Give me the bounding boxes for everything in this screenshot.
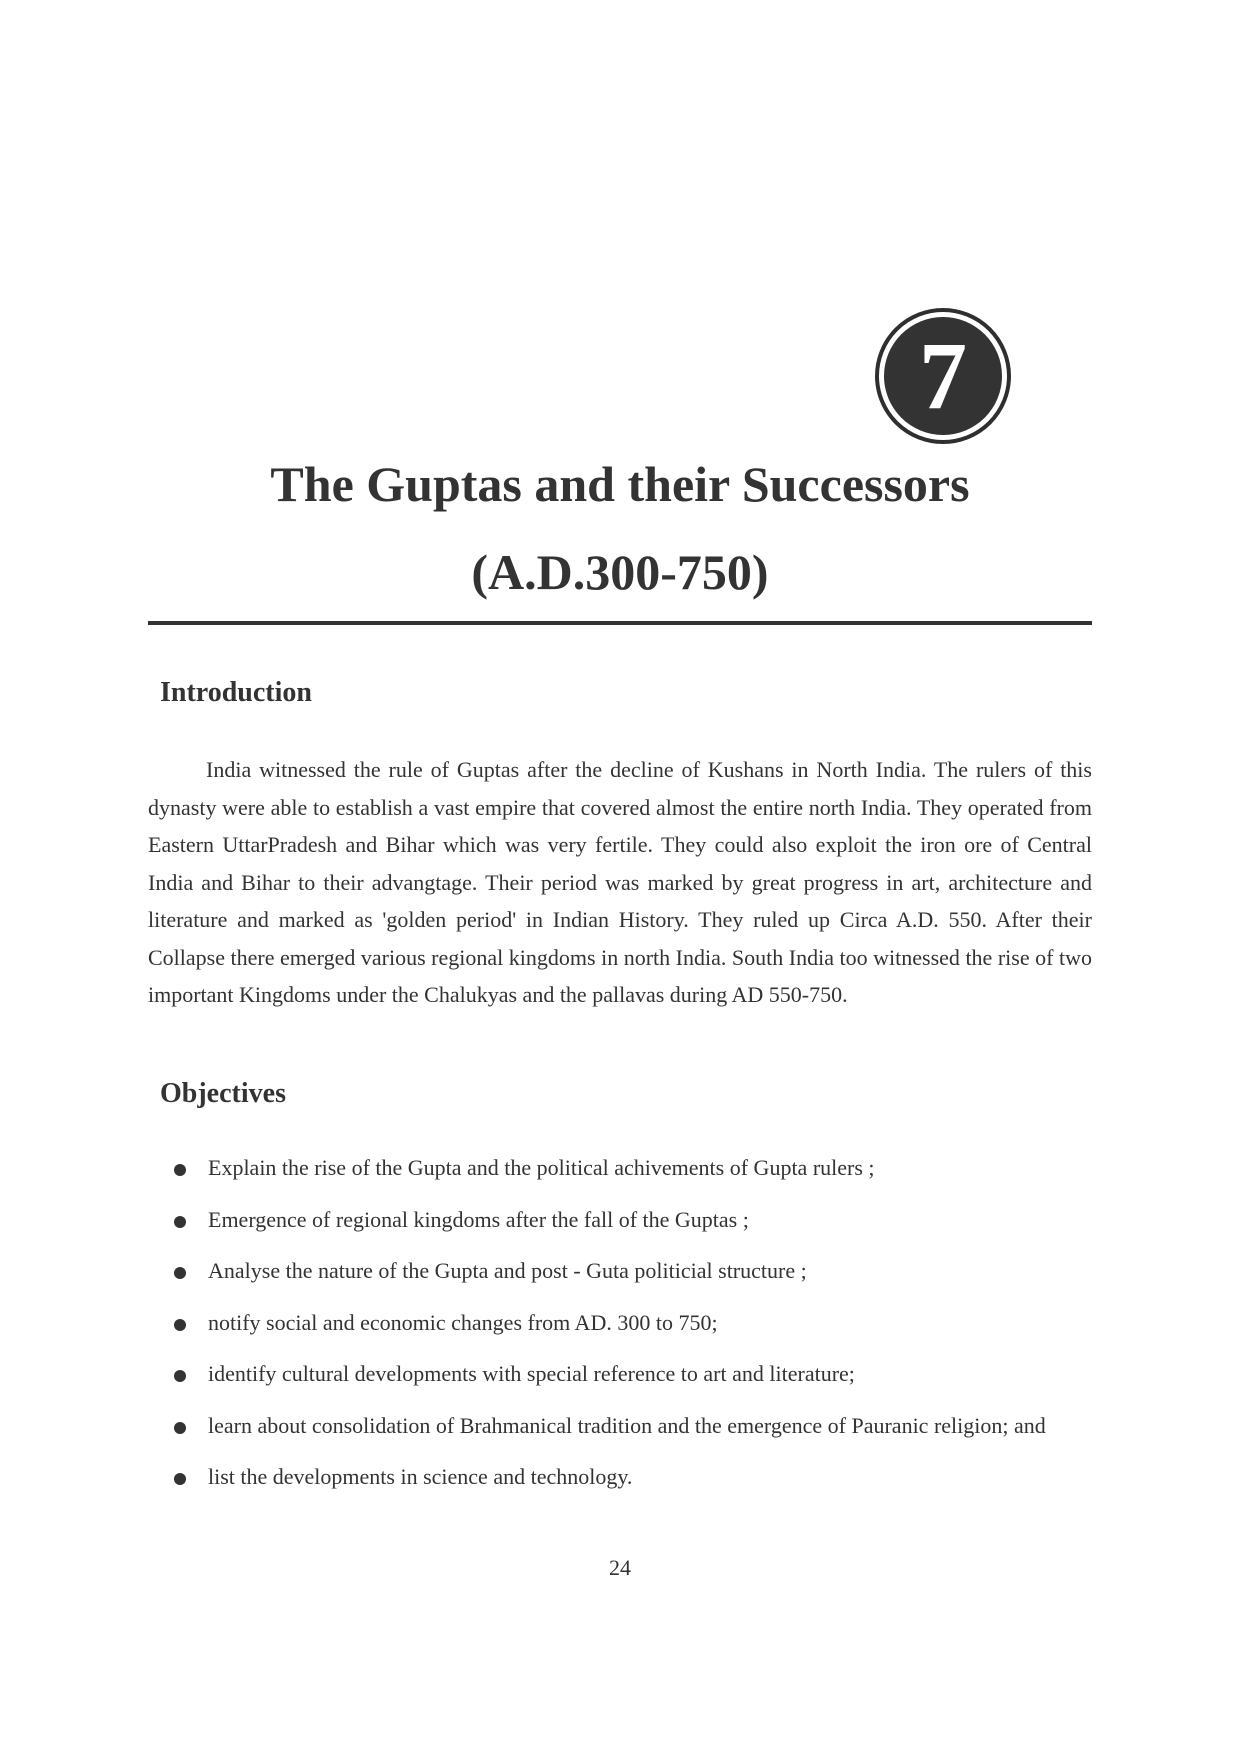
objectives-list bbox=[172, 1153, 1092, 1514]
bullet-icon bbox=[174, 1164, 186, 1176]
bullet-icon bbox=[174, 1267, 186, 1279]
objective-text: notify social and economic changes from AD. 300 to 750; bbox=[208, 1309, 718, 1335]
objective-item bbox=[172, 1462, 1092, 1514]
page-number: 24 bbox=[609, 1555, 631, 1580]
bullet-icon bbox=[174, 1370, 186, 1382]
bullet-icon bbox=[174, 1422, 186, 1434]
objective-text: list the developments in science and technology. bbox=[208, 1464, 633, 1489]
objective-item bbox=[172, 1411, 1092, 1463]
objective-item bbox=[172, 1256, 1092, 1308]
objective-text: Analyse the nature of the Gupta and post - Guta politicial structure ; bbox=[208, 1258, 807, 1283]
bullet-icon bbox=[174, 1216, 186, 1228]
objective-text: identify cultural developments with special reference to art and literature; bbox=[208, 1361, 855, 1386]
objective-text: Emergence of regional kingdoms after the fall of the Guptas ; bbox=[208, 1206, 749, 1232]
objective-text: learn about consolidation of Brahmanical tradition and the emergence of Pauranic religion; and bbox=[208, 1412, 1046, 1438]
title-divider bbox=[148, 621, 1092, 625]
chapter-number-badge bbox=[875, 308, 1011, 444]
objective-item bbox=[172, 1308, 1092, 1360]
objective-item bbox=[172, 1205, 1092, 1257]
objective-item bbox=[172, 1153, 1092, 1205]
bullet-icon bbox=[174, 1473, 186, 1485]
objective-item bbox=[172, 1359, 1092, 1411]
chapter-title: The Guptas and their Successors bbox=[270, 456, 970, 512]
bullet-icon bbox=[174, 1319, 186, 1331]
objective-text: Explain the rise of the Gupta and the political achivements of Gupta rulers ; bbox=[208, 1155, 875, 1180]
chapter-number: 7 bbox=[884, 317, 1002, 435]
introduction-heading: Introduction bbox=[160, 677, 312, 708]
introduction-paragraph: India witnessed the rule of Guptas after the decline of Kushans in North India. The rulers of this dynasty were able to establish a vast empire that covered almost the entire north India. They operated from Eastern UttarPradesh and Bihar which was very fertile. They could also exploit the iron ore of Central India and Bihar to their advangtage. Their period was marked by great progress in art, architecture and literature and marked as 'golden period' in Indian History. They ruled up Circa A.D. 550. After their Collapse there emerged various regional kingdoms in north India. South India too witnessed the rise of two important Kingdoms under the Chalukyas and the pallavas during AD 550-750. bbox=[148, 757, 1092, 1007]
objectives-heading: Objectives bbox=[160, 1078, 286, 1109]
chapter-period: (A.D.300-750) bbox=[471, 544, 769, 600]
